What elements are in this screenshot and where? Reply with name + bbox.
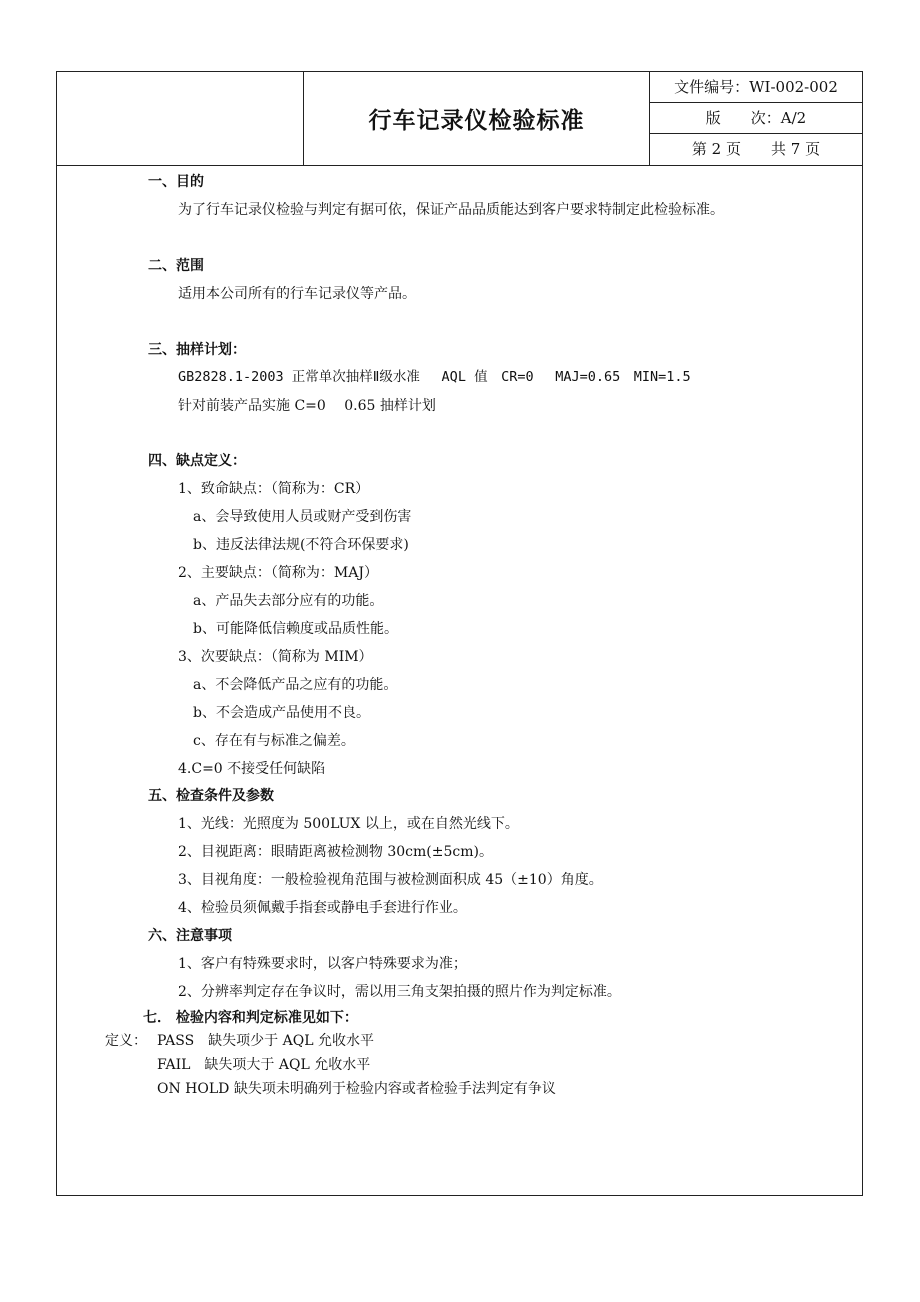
purpose-text: 为了行车记录仪检验与判定有据可依，保证产品品质能达到客户要求特制定此检验标准。 xyxy=(178,202,724,218)
header-info xyxy=(650,72,862,165)
defect-major-b: b、可能降低信赖度或品质性能。 xyxy=(193,621,398,637)
doc-number: 文件编号：WI-002-002 xyxy=(650,72,862,103)
defect-critical-a: a、会导致使用人员或财产受到伤害 xyxy=(193,509,412,525)
section-heading-defects: 四、缺点定义： xyxy=(148,453,246,469)
section-heading-purpose: 一、目的 xyxy=(148,174,204,190)
sampling-line-2: 针对前装产品实施 C=0 0.65 抽样计划 xyxy=(178,398,436,414)
defect-critical-b: b、违反法律法规(不符合环保要求) xyxy=(193,537,409,553)
defect-minor-b: b、不会造成产品使用不良。 xyxy=(193,705,370,721)
defect-zero: 4.C=0 不接受任何缺陷 xyxy=(178,761,326,777)
defect-minor: 3、次要缺点：（简称为 MIM） xyxy=(178,649,373,665)
defect-major: 2、主要缺点：（简称为：MAJ） xyxy=(178,565,378,581)
logo-cell xyxy=(57,72,304,165)
version: 版 次：A/2 xyxy=(650,103,862,134)
note-1: 1、客户有特殊要求时，以客户特殊要求为准； xyxy=(178,956,467,972)
condition-4: 4、检验员须佩戴手指套或静电手套进行作业。 xyxy=(178,900,467,916)
section-heading-notes: 六、注意事项 xyxy=(148,928,232,944)
document-frame xyxy=(56,71,863,1196)
condition-1: 1、光线：光照度为 500LUX 以上，或在自然光线下。 xyxy=(178,816,519,832)
page-number: 第 2 页 共 7 页 xyxy=(691,140,821,158)
definition-fail: FAIL 缺失项大于 AQL 允收水平 xyxy=(157,1057,371,1073)
defect-minor-a: a、不会降低产品之应有的功能。 xyxy=(193,677,398,693)
section-heading-sampling: 三、抽样计划： xyxy=(148,342,246,358)
definition-pass: PASS 缺失项少于 AQL 允收水平 xyxy=(157,1033,374,1049)
definition-hold: ON HOLD 缺失项未明确列于检验内容或者检验手法判定有争议 xyxy=(157,1081,556,1097)
sampling-line-1: GB2828.1-2003 正常单次抽样Ⅱ级水准 AQL 值 CR=0 MAJ=0.65 MIN=1.5 xyxy=(178,369,691,385)
defect-critical: 1、致命缺点：（简称为：CR） xyxy=(178,481,370,497)
definition-label: 定义： xyxy=(105,1033,147,1049)
scope-text: 适用本公司所有的行车记录仪等产品。 xyxy=(178,286,416,302)
defect-minor-c: c、存在有与标准之偏差。 xyxy=(193,733,355,749)
section-heading-inspection: 七． 检验内容和判定标准见如下： xyxy=(143,1010,358,1026)
condition-2: 2、目视距离：眼睛距离被检测物 30cm(±5cm)。 xyxy=(178,844,493,860)
defect-major-a: a、产品失去部分应有的功能。 xyxy=(193,593,384,609)
document-title: 行车记录仪检验标准 xyxy=(304,72,650,165)
condition-3: 3、目视角度：一般检验视角范围与被检测面积成 45（±10）角度。 xyxy=(178,872,603,888)
note-2: 2、分辨率判定存在争议时，需以用三角支架拍摄的照片作为判定标准。 xyxy=(178,984,621,1000)
section-heading-scope: 二、范围 xyxy=(148,258,204,274)
header-table xyxy=(57,72,862,166)
section-heading-conditions: 五、检查条件及参数 xyxy=(148,788,274,804)
